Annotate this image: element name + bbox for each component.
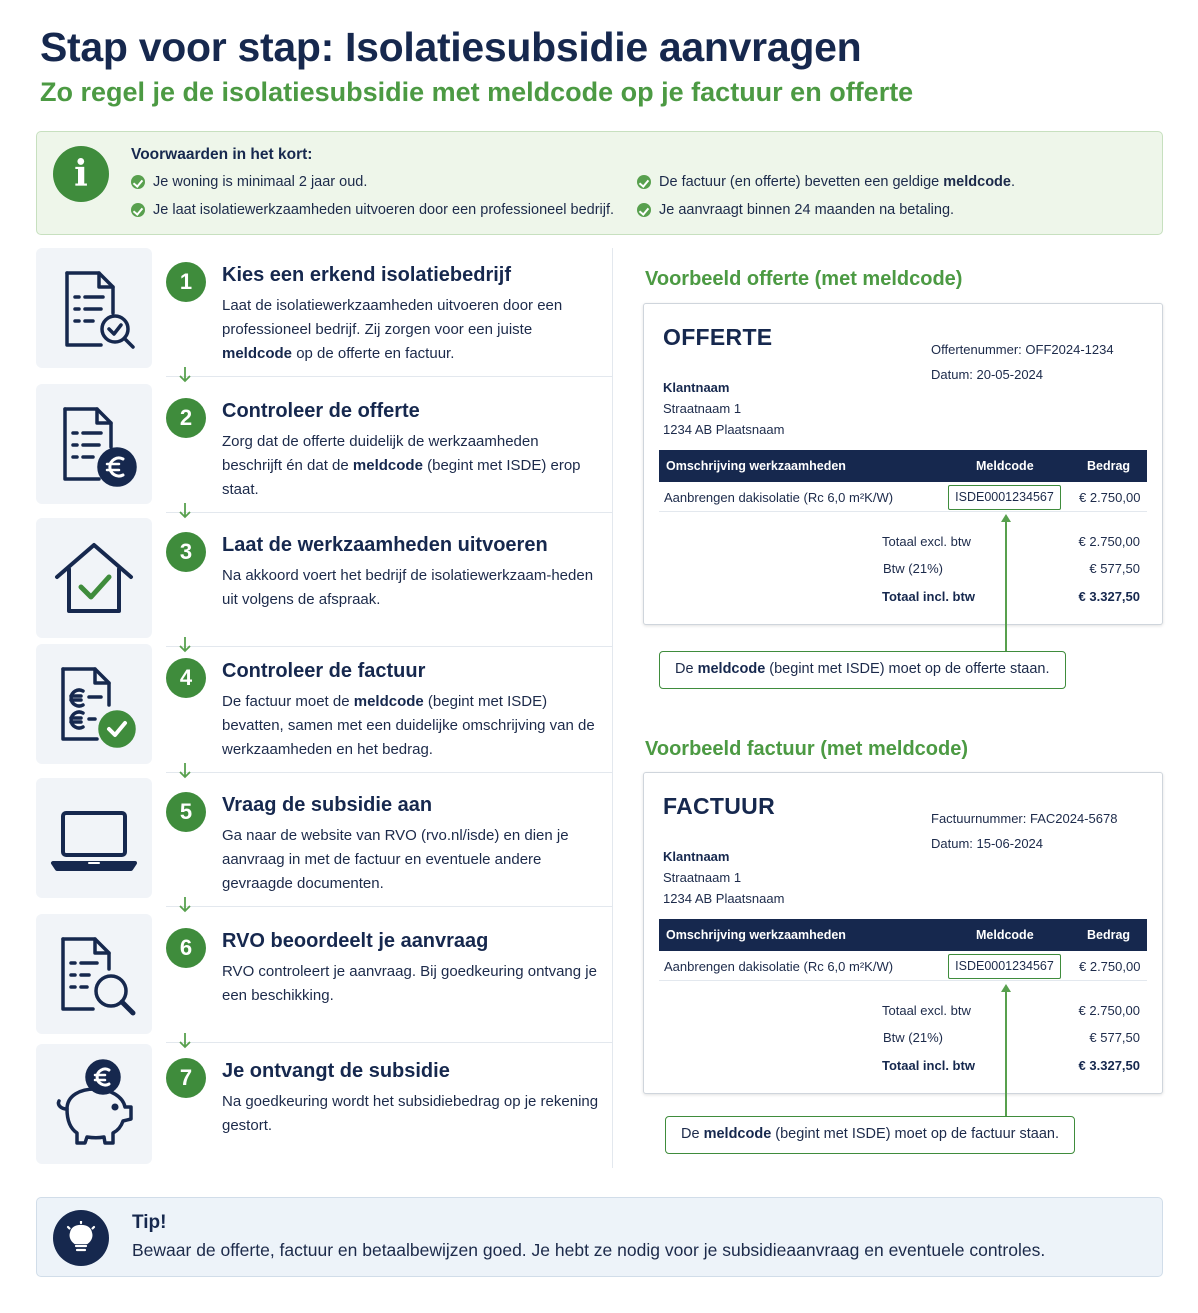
table-row: [659, 482, 1147, 512]
quote-document: [643, 303, 1163, 625]
step-number: 4: [166, 658, 206, 698]
invoice-callout: De meldcode (begint met ISDE) moet op de factuur staan.: [665, 1116, 1075, 1154]
condition-item: Je laat isolatiewerkzaamheden uitvoeren door een professioneel bedrijf.: [131, 202, 614, 218]
step-description: RVO controleert je aanvraag. Bij goedkeuring ontvang je een beschikking.: [222, 963, 597, 1004]
document-check-icon: [36, 248, 152, 368]
total-excl-label: Totaal excl. btw: [882, 534, 971, 549]
customer-street: Straatnaam 1: [663, 870, 742, 885]
document-euro-icon: [36, 384, 152, 504]
step-description: Ga naar de website van RVO (rvo.nl/isde) en dien je aanvraag in met de factuur en eventuele andere gevraagde documenten.: [222, 827, 569, 892]
total-incl-label: Totaal incl. btw: [882, 1058, 975, 1073]
arrow-down-icon: [178, 896, 192, 914]
step-separator: [166, 772, 612, 773]
tip-text: Bewaar de offerte, factuur en betaalbewijzen goed. Je hebt ze nodig voor je subsidieaanvraag en eventuele controles.: [132, 1240, 1046, 1260]
step-description: Zorg dat de offerte duidelijk de werkzaamheden beschrijft én dat de meldcode (begint met ISDE) erop staat.: [222, 433, 581, 498]
check-icon: [131, 175, 145, 189]
step-4: [36, 644, 612, 768]
step-number: 5: [166, 792, 206, 832]
step-1: [36, 248, 612, 372]
vat-value: € 577,50: [1089, 1030, 1140, 1045]
step-separator: [166, 1042, 612, 1043]
quote-section-title: Voorbeeld offerte (met meldcode): [645, 268, 963, 290]
vat-value: € 577,50: [1089, 561, 1140, 576]
table-row: [659, 951, 1147, 981]
house-check-icon: [36, 518, 152, 638]
row-description: Aanbrengen dakisolatie (Rc 6,0 m²K/W): [664, 490, 894, 505]
step-title: Vraag de subsidie aan: [222, 794, 433, 816]
row-amount: € 2.750,00: [1079, 959, 1141, 974]
step-5: [36, 778, 612, 902]
callout-connector: [1005, 520, 1007, 652]
total-incl-value: € 3.327,50: [1078, 589, 1140, 604]
check-icon: [637, 203, 651, 217]
piggy-bank-icon: [36, 1044, 152, 1164]
customer-name: Klantnaam: [663, 849, 730, 864]
step-separator: [166, 376, 612, 377]
step-2: [36, 384, 612, 508]
condition-item: Je woning is minimaal 2 jaar oud.: [131, 174, 367, 190]
total-incl-label: Totaal incl. btw: [882, 589, 975, 604]
customer-city: 1234 AB Plaatsnaam: [663, 891, 785, 906]
quote-callout: De meldcode (begint met ISDE) moet op de offerte staan.: [659, 651, 1066, 689]
step-title: Je ontvangt de subsidie: [222, 1060, 450, 1082]
column-divider: [612, 248, 613, 1168]
tip-title: Tip!: [132, 1212, 167, 1233]
page-title: Stap voor stap: Isolatiesubsidie aanvragen: [40, 24, 862, 70]
step-description: De factuur moet de meldcode (begint met ISDE) bevatten, samen met een duidelijke omschrijving van de werkzaamheden en het bedrag.: [222, 693, 595, 758]
column-header: Omschrijving werkzaamheden: [666, 928, 846, 942]
step-number: 6: [166, 928, 206, 968]
step-separator: [166, 906, 612, 907]
step-7: [36, 1044, 612, 1168]
invoice-check-icon: [36, 644, 152, 764]
column-header: Bedrag: [1087, 928, 1131, 942]
condition-item: De factuur (en offerte) bevetten een geldige meldcode.: [637, 174, 1015, 190]
customer-city: 1234 AB Plaatsnaam: [663, 422, 785, 437]
check-icon: [637, 175, 651, 189]
step-description: Na goedkeuring wordt het subsidiebedrag op je rekening gestort.: [222, 1093, 599, 1134]
arrow-down-icon: [178, 366, 192, 384]
step-number: 1: [166, 262, 206, 302]
step-title: Controleer de offerte: [222, 400, 420, 422]
conditions-box: [36, 131, 1163, 235]
page-subtitle: Zo regel je de isolatiesubsidie met meldcode op je factuur en offerte: [40, 77, 914, 107]
laptop-icon: [36, 778, 152, 898]
table-header: [659, 919, 1147, 951]
info-icon: i: [53, 146, 109, 202]
arrow-up-icon: [1001, 514, 1011, 522]
step-title: Kies een erkend isolatiebedrijf: [222, 264, 511, 286]
vat-label: Btw (21%): [883, 561, 943, 576]
vat-label: Btw (21%): [883, 1030, 943, 1045]
invoice-title: FACTUUR: [663, 793, 775, 819]
check-icon: [131, 203, 145, 217]
total-incl-value: € 3.327,50: [1078, 1058, 1140, 1073]
customer-street: Straatnaam 1: [663, 401, 742, 416]
customer-name: Klantnaam: [663, 380, 730, 395]
step-number: 2: [166, 398, 206, 438]
condition-item: Je aanvraagt binnen 24 maanden na betaling.: [637, 202, 954, 218]
quote-number: Offertenummer: OFF2024-1234: [931, 342, 1114, 357]
column-header: Bedrag: [1087, 459, 1131, 473]
total-excl-value: € 2.750,00: [1078, 1003, 1140, 1018]
invoice-number: Factuurnummer: FAC2024-5678: [931, 811, 1118, 826]
step-title: Laat de werkzaamheden uitvoeren: [222, 534, 548, 556]
step-title: Controleer de factuur: [222, 660, 426, 682]
step-number: 7: [166, 1058, 206, 1098]
lightbulb-icon: [53, 1210, 109, 1266]
step-description: Na akkoord voert het bedrijf de isolatiewerkzaam-heden uit volgens de afspraak.: [222, 567, 594, 608]
column-header: Meldcode: [976, 928, 1034, 942]
column-header: Omschrijving werkzaamheden: [666, 459, 846, 473]
step-title: RVO beoordeelt je aanvraag: [222, 930, 489, 952]
total-excl-value: € 2.750,00: [1078, 534, 1140, 549]
table-header: [659, 450, 1147, 482]
row-amount: € 2.750,00: [1079, 490, 1141, 505]
invoice-section-title: Voorbeeld factuur (met meldcode): [645, 738, 969, 760]
conditions-title: Voorwaarden in het kort:: [131, 146, 313, 163]
document-search-icon: [36, 914, 152, 1034]
quote-title: OFFERTE: [663, 324, 773, 350]
total-excl-label: Totaal excl. btw: [882, 1003, 971, 1018]
invoice-document: [643, 772, 1163, 1094]
step-3: [36, 518, 612, 642]
callout-connector: [1005, 990, 1007, 1117]
step-separator: [166, 512, 612, 513]
step-description: Laat de isolatiewerkzaamheden uitvoeren door een professioneel bedrijf. Zij zorgen voor een juiste meldcode op de offerte en factuur.: [222, 297, 563, 362]
column-header: Meldcode: [976, 459, 1034, 473]
meldcode-highlight: ISDE0001234567: [948, 485, 1061, 510]
tip-box: [36, 1197, 1163, 1277]
invoice-date: Datum: 15-06-2024: [931, 836, 1044, 851]
row-description: Aanbrengen dakisolatie (Rc 6,0 m²K/W): [664, 959, 894, 974]
step-6: [36, 914, 612, 1038]
step-number: 3: [166, 532, 206, 572]
meldcode-highlight: ISDE0001234567: [948, 954, 1061, 979]
quote-date: Datum: 20-05-2024: [931, 367, 1044, 382]
arrow-up-icon: [1001, 984, 1011, 992]
